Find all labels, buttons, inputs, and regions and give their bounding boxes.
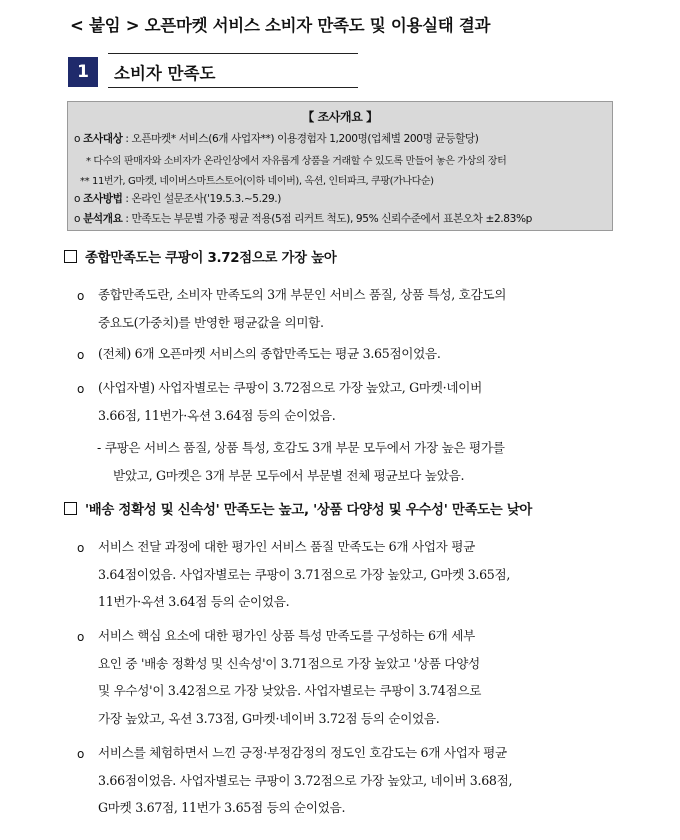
overview-note: * 다수의 판매자와 소비자가 온라인상에서 자유롭게 상품을 거래할 수 있도록 만들어 놓은 가상의 장터 [86,156,507,167]
bullet: o [77,348,85,362]
overview-text: : 온라인 설문조사('19.5.3.~5.29.) [122,193,281,205]
paragraph [98,374,618,429]
checkbox-square-icon [64,250,77,263]
divider [108,87,358,88]
overview-label: 조사방법 [83,193,123,205]
paragraph [98,340,618,368]
paragraph-line: 및 우수성'이 3.42점으로 가장 낮았음. 사업자별로는 쿠팡이 3.74점으로 [98,683,482,698]
paragraph-line: 11번가·옥션 3.64점 등의 순이었음. [98,594,290,609]
overview-label: 분석개요 [83,213,123,225]
paragraph-line: 중요도(가중치)를 반영한 평균값을 의미함. [98,314,324,330]
section-title: 소비자 만족도 [114,64,216,83]
bullet: o [74,133,81,145]
overview-text: : 만족도는 부문별 가중 평균 적용(5점 리커트 척도), 95% 신뢰수준에서 표본오차 ±2.83%p [122,213,532,225]
paragraph-line: 요인 중 '배송 정확성 및 신속성'이 3.71점으로 가장 높았고 '상품 다양성 [98,655,480,671]
paragraph [98,622,618,732]
section-heading [68,53,358,91]
bullet: o [77,541,85,555]
paragraph-line: 가장 높았고, 옥션 3.73점, G마켓·네이버 3.72점 등의 순이었음. [98,710,440,726]
finding-heading [64,247,336,266]
paragraph [98,533,618,616]
line-text: 쿠팡은 서비스 품질, 상품 특성, 호감도 3개 부문 모두에서 가장 높은 평가를 [104,440,505,455]
paragraph [98,281,618,336]
survey-overview-box [67,101,613,231]
overview-label: 조사대상 [83,133,123,145]
paragraph-line: G마켓 3.67점, 11번가 3.65점 등의 순이었음. [98,800,346,815]
paragraph-line: 받았고, G마켓은 3개 부문 모두에서 부문별 전체 평균보다 높았음. [113,467,465,483]
paragraph-line: 3.66점, 11번가·옥션 3.64점 등의 순이었음. [98,407,336,423]
bullet: o [77,630,85,644]
divider [108,53,358,54]
bullet: o [77,289,85,303]
dash-marker: - [97,440,101,455]
checkbox-square-icon [64,502,77,515]
overview-note: ** 11번가, G마켓, 네이버스마트스토어(이하 네이버), 옥션, 인터파크, 쿠팡(가나다순) [80,176,434,187]
page-title: < 붙임 > 오픈마켓 서비스 소비자 만족도 및 이용실태 결과 [70,16,491,35]
bullet: o [77,382,85,396]
overview-line [74,211,532,226]
paragraph-line: 3.64점이었음. 사업자별로는 쿠팡이 3.71점으로 가장 높았고, G마켓 3.65점, [98,566,511,582]
paragraph [98,739,618,822]
paragraph-line [97,434,617,462]
heading-text: 종합만족도는 쿠팡이 3.72점으로 가장 높아 [85,251,337,266]
paragraph-line: (전체) 6개 오픈마켓 서비스의 종합만족도는 평균 3.65점이었음. [98,346,441,361]
paragraph-line: 서비스를 체험하면서 느낀 긍정·부정감정의 정도인 호감도는 6개 사업자 평균 [98,745,507,760]
overview-line [74,191,281,206]
paragraph-line: 서비스 핵심 요소에 대한 평가인 상품 특성 만족도를 구성하는 6개 세부 [98,628,475,643]
bullet: o [74,193,81,205]
bullet: o [77,747,85,761]
paragraph-line: 3.66점이었음. 사업자별로는 쿠팡이 3.72점으로 가장 높았고, 네이버 3.68점, [98,772,513,788]
sub-paragraph [97,434,617,489]
section-number-badge: 1 [68,57,98,87]
overview-text: : 오픈마켓* 서비스(6개 사업자**) 이용경험자 1,200명(업체별 200명 균등할당) [122,133,479,145]
paragraph-line: 서비스 전달 과정에 대한 평가인 서비스 품질 만족도는 6개 사업자 평균 [98,539,475,554]
heading-text: '배송 정확성 및 신속성' 만족도는 높고, '상품 다양성 및 우수성' 만족도는 낮아 [85,503,533,518]
paragraph-line: 종합만족도란, 소비자 만족도의 3개 부문인 서비스 품질, 상품 특성, 호감도의 [98,287,507,302]
finding-heading [64,499,532,518]
paragraph-line: (사업자별) 사업자별로는 쿠팡이 3.72점으로 가장 높았고, G마켓·네이버 [98,380,482,395]
overview-title: 【 조사개요 】 [302,110,378,124]
overview-line [74,131,478,146]
bullet: o [74,213,81,225]
